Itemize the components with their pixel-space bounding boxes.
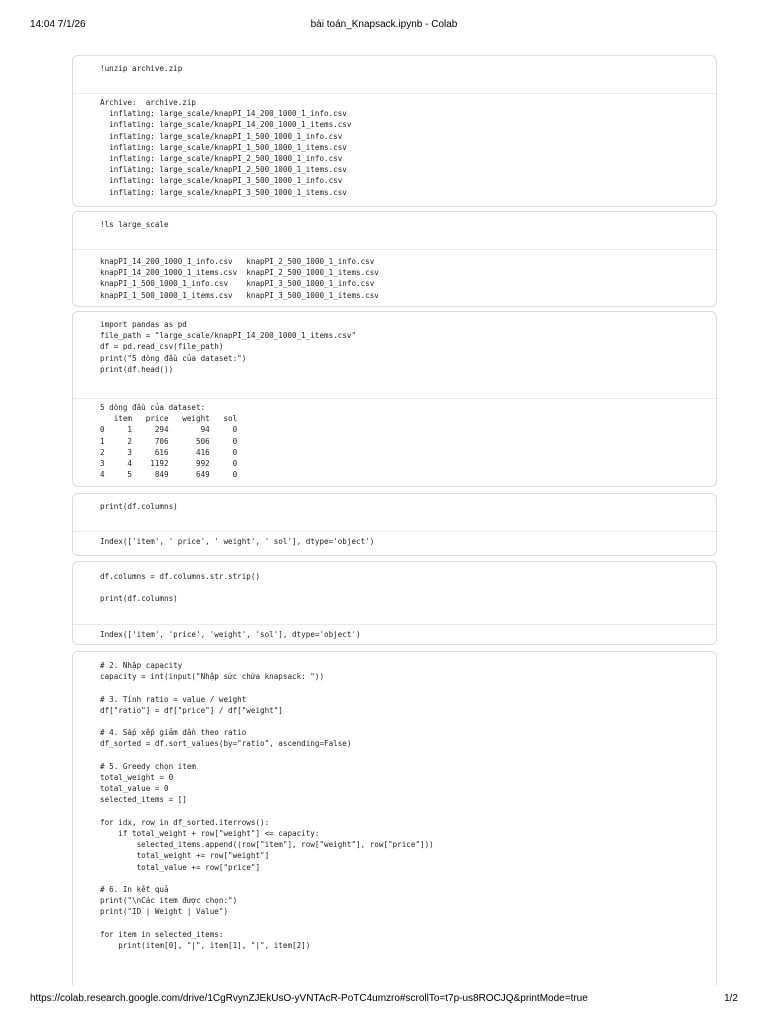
- print-header: [0, 19, 768, 33]
- page-url: https://colab.research.google.com/drive/1CgRvynZJEkUsO-yVNTAcR-PoTC4umzro#scrollTo=t7p-us8ROCJQ&printMode=true: [30, 993, 588, 1004]
- code-editor[interactable]: !unzip archive.zip: [73, 56, 716, 94]
- print-datetime: 14:04 7/1/26: [30, 19, 86, 30]
- cell-output: Archive: archive.zip inflating: large_scale/knapPI_14_200_1000_1_info.csv inflating: large_scale/knapPI_14_200_1000_1_items.csv inflating: large_scale/knapPI_1_500_1000_1_info.csv inflating: large_scale/knapPI_1_500_1000_1_items.csv inflating: large_scale/knapPI_2_500_1000_1_info.csv inflating: large_scale/knapPI_2_500_1000_1_items.csv inflating: large_scale/knapPI_3_500_1000_1_info.csv inflating: large_scale/knapPI_3_500_1000_1_items.csv: [100, 98, 352, 197]
- code-editor[interactable]: !ls large_scale: [73, 212, 716, 250]
- cell-output: 5 dòng đầu của dataset: item price weight sol 0 1 294 94 0 1 2 706 506 0 2 3 616 416 0 3 4 1192 992 0 4 5 849 649 0: [100, 403, 238, 480]
- page-number: 1/2: [724, 993, 738, 1004]
- code-editor[interactable]: # 2. Nhập capacity capacity = int(input("Nhập sức chứa knapsack: ")) # 3. Tính ratio = value / weight df["ratio"] = df["price"] / df["weight"] # 4. Sắp xếp giảm dần theo ratio df_sorted = df.sort_values(by="ratio", ascending=False) # 5. Greedy chọn item total_weight = 0 total_value = 0 selected_items = [] for idx, row in df_sorted.iterrows(): if total_weight + row["weight"] <= capacity: selected_items.append((row["item"], row["weight"], row["price"])) total_weight += row["weight"] total_value += row["price"] # 6. In kết quả print("\nCác item được chọn:") print("ID | Weight | Value") for item in selected_items: print(item[0], "|", item[1], "|", item[2]): [100, 661, 434, 951]
- code-cell-ls[interactable]: [72, 211, 717, 307]
- code-cell-strip-columns[interactable]: [72, 561, 717, 645]
- cell-output: Index(['item', 'price', 'weight', 'sol'], dtype='object'): [100, 630, 361, 639]
- cell-output: knapPI_14_200_1000_1_info.csv knapPI_2_500_1000_1_info.csv knapPI_14_200_1000_1_items.csv knapPI_2_500_1000_1_items.csv knapPI_1_500_1000_1_info.csv knapPI_3_500_1000_1_info.csv knapPI_1_500_1000_1_items.csv knapPI_3_500_1000_1_items.csv: [100, 257, 379, 300]
- code-editor[interactable]: print(df.columns): [73, 494, 716, 532]
- code-cell-print-columns[interactable]: [72, 493, 717, 556]
- code-cell-unzip[interactable]: [72, 55, 717, 207]
- cell-output: Index(['item', ' price', ' weight', ' sol'], dtype='object'): [100, 537, 375, 546]
- code-cell-read-csv[interactable]: [72, 311, 717, 487]
- code-editor[interactable]: import pandas as pd file_path = "large_scale/knapPI_14_200_1000_1_items.csv" df = pd.read_csv(file_path) print("5 dòng đầu của dataset:") print(df.head()): [73, 312, 716, 399]
- code-editor[interactable]: df.columns = df.columns.str.strip() print(df.columns): [73, 562, 716, 625]
- code-cell-greedy-knapsack[interactable]: [72, 651, 717, 985]
- notebook-title: bài toán_Knapsack.ipynb - Colab: [310, 19, 458, 30]
